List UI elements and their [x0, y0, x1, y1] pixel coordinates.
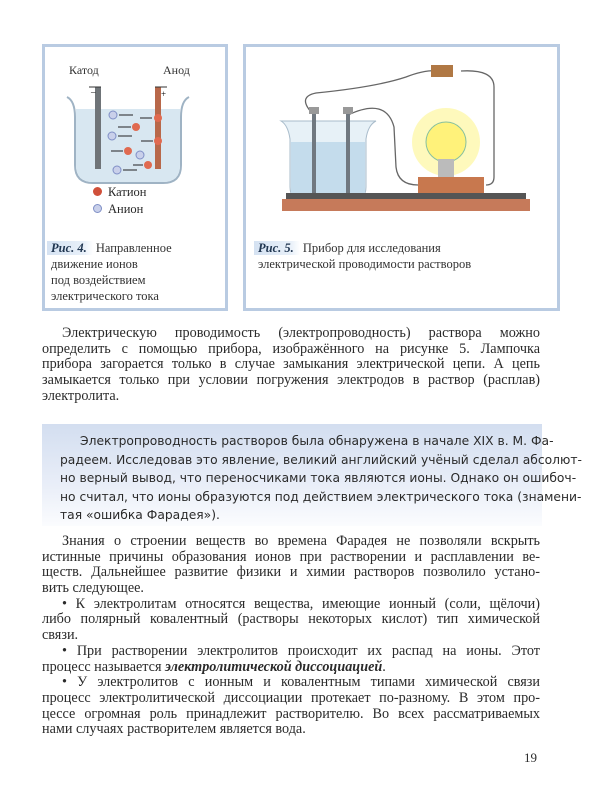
- text-line: прибора загорается только в случае замыкания электрической цепи. А цепь: [42, 356, 540, 373]
- legend-cation: [93, 185, 147, 202]
- anion-label: Анион: [108, 202, 144, 216]
- text-line: Электрическую проводимость (электропроводность) раствора можно: [62, 325, 540, 341]
- figure-5: [243, 44, 560, 311]
- bullet-line: [42, 660, 540, 676]
- anode-label: Анод: [163, 63, 190, 77]
- figure-4: [42, 44, 228, 311]
- ion-legend: [93, 185, 147, 219]
- caption-line: электрической проводимости растворов: [258, 257, 472, 271]
- note-line: Электропроводность растворов была обнаружена в начале XIX в. М. Фа-: [80, 434, 554, 448]
- conductivity-apparatus-illustration: [246, 47, 557, 227]
- text-line: замыкается только при условии погружения электродов в раствор (расплав): [42, 372, 540, 389]
- note-line: радеем. Исследовав это явление, великий английский учёный сделал абсолют-: [60, 452, 582, 467]
- caption-label: Рис. 4.: [47, 241, 93, 255]
- bullet-line: • При растворении электролитов происходит их распад на ионы. Этот: [62, 642, 540, 659]
- svg-text:+: +: [161, 89, 167, 99]
- caption-line: под воздействием: [51, 273, 146, 287]
- bullet-line: процесс электролитической диссоциации протекает по-разному. В этом про-: [42, 689, 540, 706]
- caption-line: Прибор для исследования: [302, 241, 441, 255]
- bullet-line: • У электролитов с ионным и ковалентным типами химической связи: [62, 674, 540, 691]
- text-line: определить с помощью прибора, изображённого на рисунке 5. Лампочка: [42, 340, 540, 357]
- svg-text:–: –: [91, 87, 96, 97]
- text-line: Знания о строении веществ во времена Фарадея не позволяли вскрыть: [62, 533, 540, 549]
- text-line: истинные причины образования ионов при растворении и расплавлении ве-: [42, 548, 540, 565]
- figure-5-caption: [258, 240, 471, 272]
- bullet-line: • К электролитам относятся вещества, имеющие ионный (соли, щёлочи): [62, 595, 540, 612]
- caption-line: движение ионов: [51, 257, 138, 271]
- bullet-line: нами случаях растворителем является вода.: [42, 721, 306, 738]
- note-line: тая «ошибка Фарадея»).: [60, 508, 220, 522]
- cation-icon: [93, 187, 102, 196]
- paragraph-1: [42, 326, 540, 404]
- faraday-note-box: [42, 424, 582, 526]
- caption-line: Направленное: [95, 241, 172, 255]
- text-line: ществ. Дальнейшее развитие физики и химии растворов позволило устано-: [42, 564, 540, 581]
- caption-line: электрического тока: [51, 289, 159, 303]
- note-line: но верный вывод, что переносчиками тока являются ионы. Однако он ошибоч-: [60, 471, 577, 485]
- bullet-line: связи.: [42, 627, 79, 644]
- anion-icon: [93, 204, 102, 213]
- text: процесс называется: [42, 658, 166, 675]
- text-line: вить следующее.: [42, 580, 144, 597]
- cathode-label: Катод: [69, 63, 99, 77]
- cation-label: Катион: [108, 185, 147, 199]
- legend-anion: [93, 202, 147, 219]
- figure-4-caption: [51, 240, 172, 304]
- paragraph-2: [42, 534, 540, 738]
- page-number: 19: [524, 750, 537, 765]
- text-line: электролита.: [42, 387, 120, 404]
- text: .: [382, 658, 386, 675]
- key-term: электролитической диссоциацией: [165, 658, 383, 675]
- note-line: но считал, что ионы образуются под действием электрического тока (знамени-: [60, 489, 582, 504]
- bullet-line: цессе огромная роль принадлежит растворителю. Во всех рассматриваемых: [42, 705, 540, 722]
- bullet-line: либо полярный ковалентный (растворы некоторых кислот) тип химической: [42, 611, 540, 628]
- caption-label: Рис. 5.: [254, 241, 300, 255]
